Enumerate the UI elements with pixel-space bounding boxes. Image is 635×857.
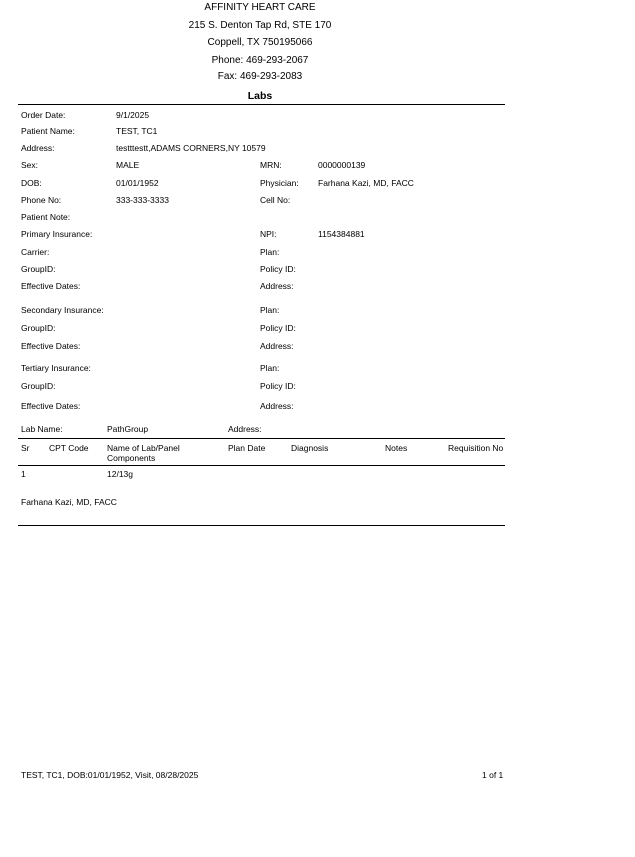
primary-insurance-label: Primary Insurance: [21,229,93,239]
secondary-effective-dates-label: Effective Dates: [21,341,81,351]
footer-patient-info: TEST, TC1, DOB:01/01/1952, Visit, 08/28/2025 [21,770,199,780]
col-sr: Sr [21,443,30,453]
mrn-value: 0000000139 [318,160,366,170]
cell-no-label: Cell No: [260,195,291,205]
col-diagnosis: Diagnosis [291,443,329,453]
col-notes: Notes [385,443,408,453]
clinic-address-line1: 215 S. Denton Tap Rd, STE 170 [188,20,332,31]
table-top-divider [18,438,505,439]
primary-address-label: Address: [260,281,294,291]
lab-name-label: Lab Name: [21,424,63,434]
lab-address-label: Address: [228,424,262,434]
physician-value: Farhana Kazi, MD, FACC [318,178,414,188]
dob-label: DOB: [21,178,42,188]
primary-group-id-label: GroupID: [21,264,56,274]
col-lab-name: Name of Lab/Panel Components [107,443,180,463]
page-title: Labs [247,90,273,102]
npi-value: 1154384881 [318,229,365,239]
tertiary-group-id-label: GroupID: [21,381,56,391]
carrier-label: Carrier: [21,247,50,257]
tertiary-effective-dates-label: Effective Dates: [21,401,81,411]
tertiary-plan-label: Plan: [260,363,280,373]
address-value: testttestt,ADAMS CORNERS,NY 10579 [116,143,266,153]
col-requisition-no: Requisition No [448,443,504,453]
order-date-label: Order Date: [21,110,66,120]
primary-plan-label: Plan: [260,247,280,257]
signature: Farhana Kazi, MD, FACC [21,497,117,507]
tertiary-policy-id-label: Policy ID: [260,381,296,391]
address-label: Address: [21,143,55,153]
lab-name-value: PathGroup [107,424,149,434]
secondary-address-label: Address: [260,341,294,351]
physician-label: Physician: [260,178,299,188]
patient-note-label: Patient Note: [21,212,71,222]
secondary-plan-label: Plan: [260,305,280,315]
tertiary-insurance-label: Tertiary Insurance: [21,363,91,373]
clinic-address-line2: Coppell, TX 750195066 [207,37,313,48]
dob-value: 01/01/1952 [116,178,159,188]
sex-value: MALE [116,160,140,170]
header-divider [18,104,505,105]
clinic-phone: Phone: 469-293-2067 [211,55,309,66]
phone-no-label: Phone No: [21,195,62,205]
secondary-insurance-label: Secondary Insurance: [21,305,104,315]
phone-no-value: 333-333-3333 [116,195,169,205]
clinic-fax: Fax: 469-293-2083 [217,71,303,82]
col-cpt-code: CPT Code [49,443,89,453]
patient-name-value: TEST, TC1 [116,126,158,136]
clinic-name: AFFINITY HEART CARE [204,2,316,13]
primary-effective-dates-label: Effective Dates: [21,281,81,291]
col-plan-date: Plan Date [228,443,266,453]
npi-label: NPI: [260,229,277,239]
order-date-value: 9/1/2025 [116,110,150,120]
sex-label: Sex: [21,160,39,170]
page-number: 1 of 1 [482,770,504,780]
secondary-group-id-label: GroupID: [21,323,56,333]
signature-divider [18,525,505,526]
mrn-label: MRN: [260,160,282,170]
patient-name-label: Patient Name: [21,126,75,136]
row-sr: 1 [21,469,26,479]
table-header-divider [18,465,505,466]
tertiary-address-label: Address: [260,401,294,411]
primary-policy-id-label: Policy ID: [260,264,296,274]
row-lab-name: 12/13g [107,469,133,479]
secondary-policy-id-label: Policy ID: [260,323,296,333]
